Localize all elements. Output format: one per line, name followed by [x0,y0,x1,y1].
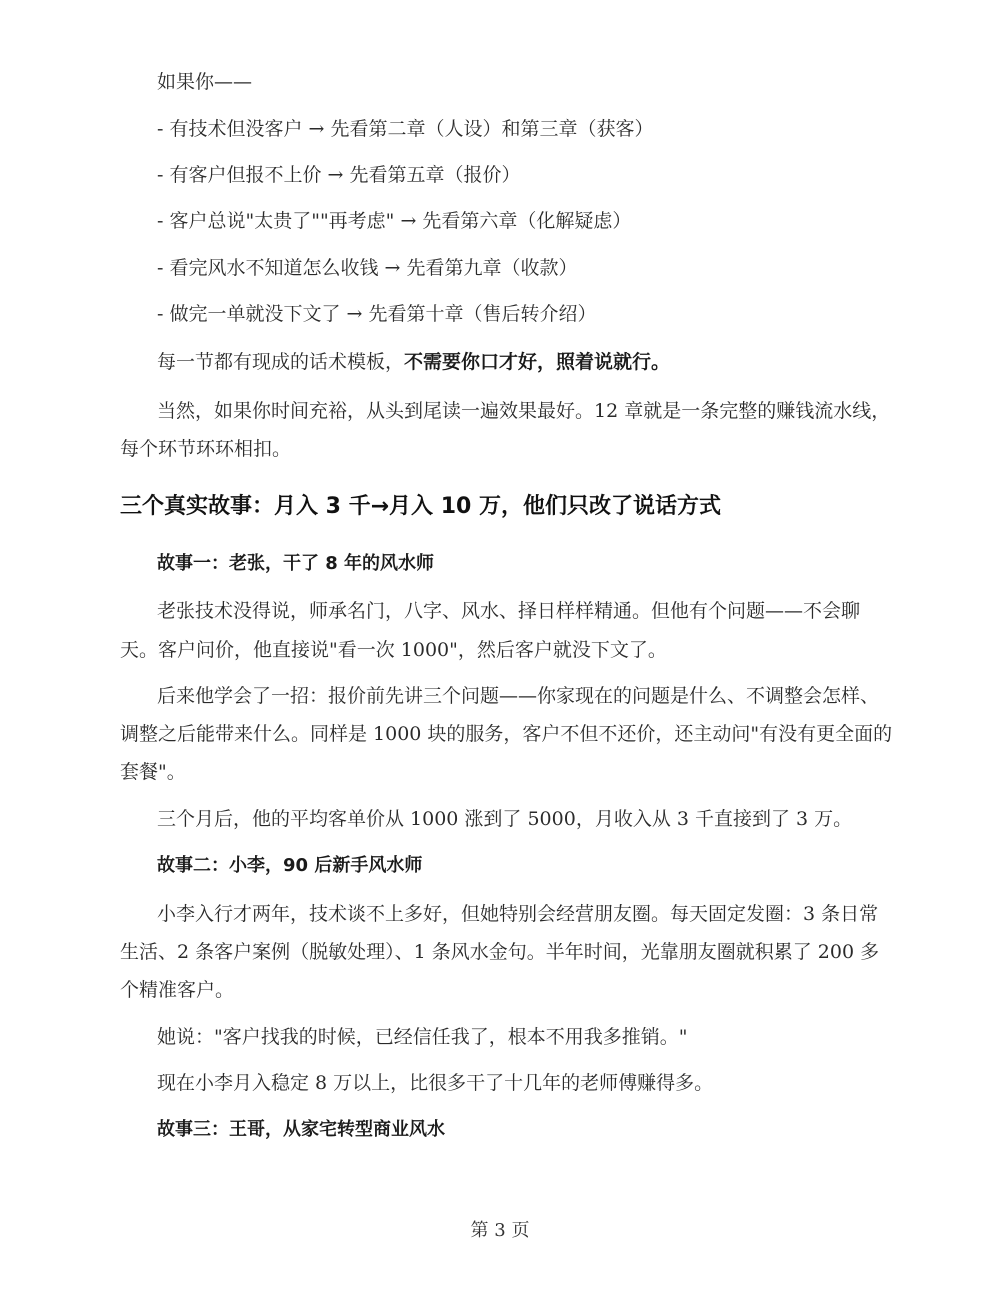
read-all-line-1: 当然，如果你时间充裕，从头到尾读一遍效果最好。12 章就是一条完整的赚钱流水线， [157,400,891,422]
intro-item-5: - 做完一单就没下文了 → 先看第十章（售后转介绍） [157,303,597,325]
page-number: 第 3 页 [470,1220,530,1241]
story-3-title: 故事三：王哥，从家宅转型商业风水 [157,1119,445,1140]
story-1-p2-line-3: 套餐"。 [120,761,186,783]
story-2-p3: 现在小李月入稳定 8 万以上，比很多干了十几年的老师傅赚得多。 [157,1072,714,1094]
story-1-p1-line-2: 天。客户问价，他直接说"看一次 1000"，然后客户就没下文了。 [120,639,667,661]
intro-lead: 如果你—— [157,71,253,93]
story-2-p1-line-1: 小李入行才两年，技术谈不上多好，但她特别会经营朋友圈。每天固定发圈：3 条日常 [157,903,879,925]
section-heading: 三个真实故事：月入 3 千→月入 10 万，他们只改了说话方式 [120,494,721,519]
intro-item-3: - 客户总说"太贵了""再考虑" → 先看第六章（化解疑虑） [157,210,632,232]
intro-item-2: - 有客户但报不上价 → 先看第五章（报价） [157,164,521,186]
story-1-p1-line-1: 老张技术没得说，师承名门，八字、风水、择日样样精通。但他有个问题——不会聊 [157,600,861,622]
story-2-title: 故事二：小李，90 后新手风水师 [157,855,423,876]
story-1-p3: 三个月后，他的平均客单价从 1000 涨到了 5000，月收入从 3 千直接到了 3 万。 [157,808,853,830]
story-1-p2-line-2: 调整之后能带来什么。同样是 1000 块的服务，客户不但不还价，还主动问"有没有更全面的 [120,723,893,745]
intro-item-1: - 有技术但没客户 → 先看第二章（人设）和第三章（获客） [157,118,654,140]
intro-item-4: - 看完风水不知道怎么收钱 → 先看第九章（收款） [157,257,578,279]
story-2-p1-line-3: 个精准客户。 [120,979,235,1001]
read-all-line-2: 每个环节环环相扣。 [120,438,292,460]
template-note [157,348,670,376]
template-note-emphasis: 不需要你口才好，照着说就行。 [404,351,671,373]
template-note-text: 每一节都有现成的话术模板， [157,351,405,373]
story-2-p1-line-2: 生活、2 条客户案例（脱敏处理）、1 条风水金句。半年时间，光靠朋友圈就积累了 200 多 [120,941,880,963]
story-1-title: 故事一：老张，干了 8 年的风水师 [157,553,435,574]
story-2-p2: 她说："客户找我的时候，已经信任我了，根本不用我多推销。" [157,1026,688,1048]
story-1-p2-line-1: 后来他学会了一招：报价前先讲三个问题——你家现在的问题是什么、不调整会怎样、 [157,685,880,707]
